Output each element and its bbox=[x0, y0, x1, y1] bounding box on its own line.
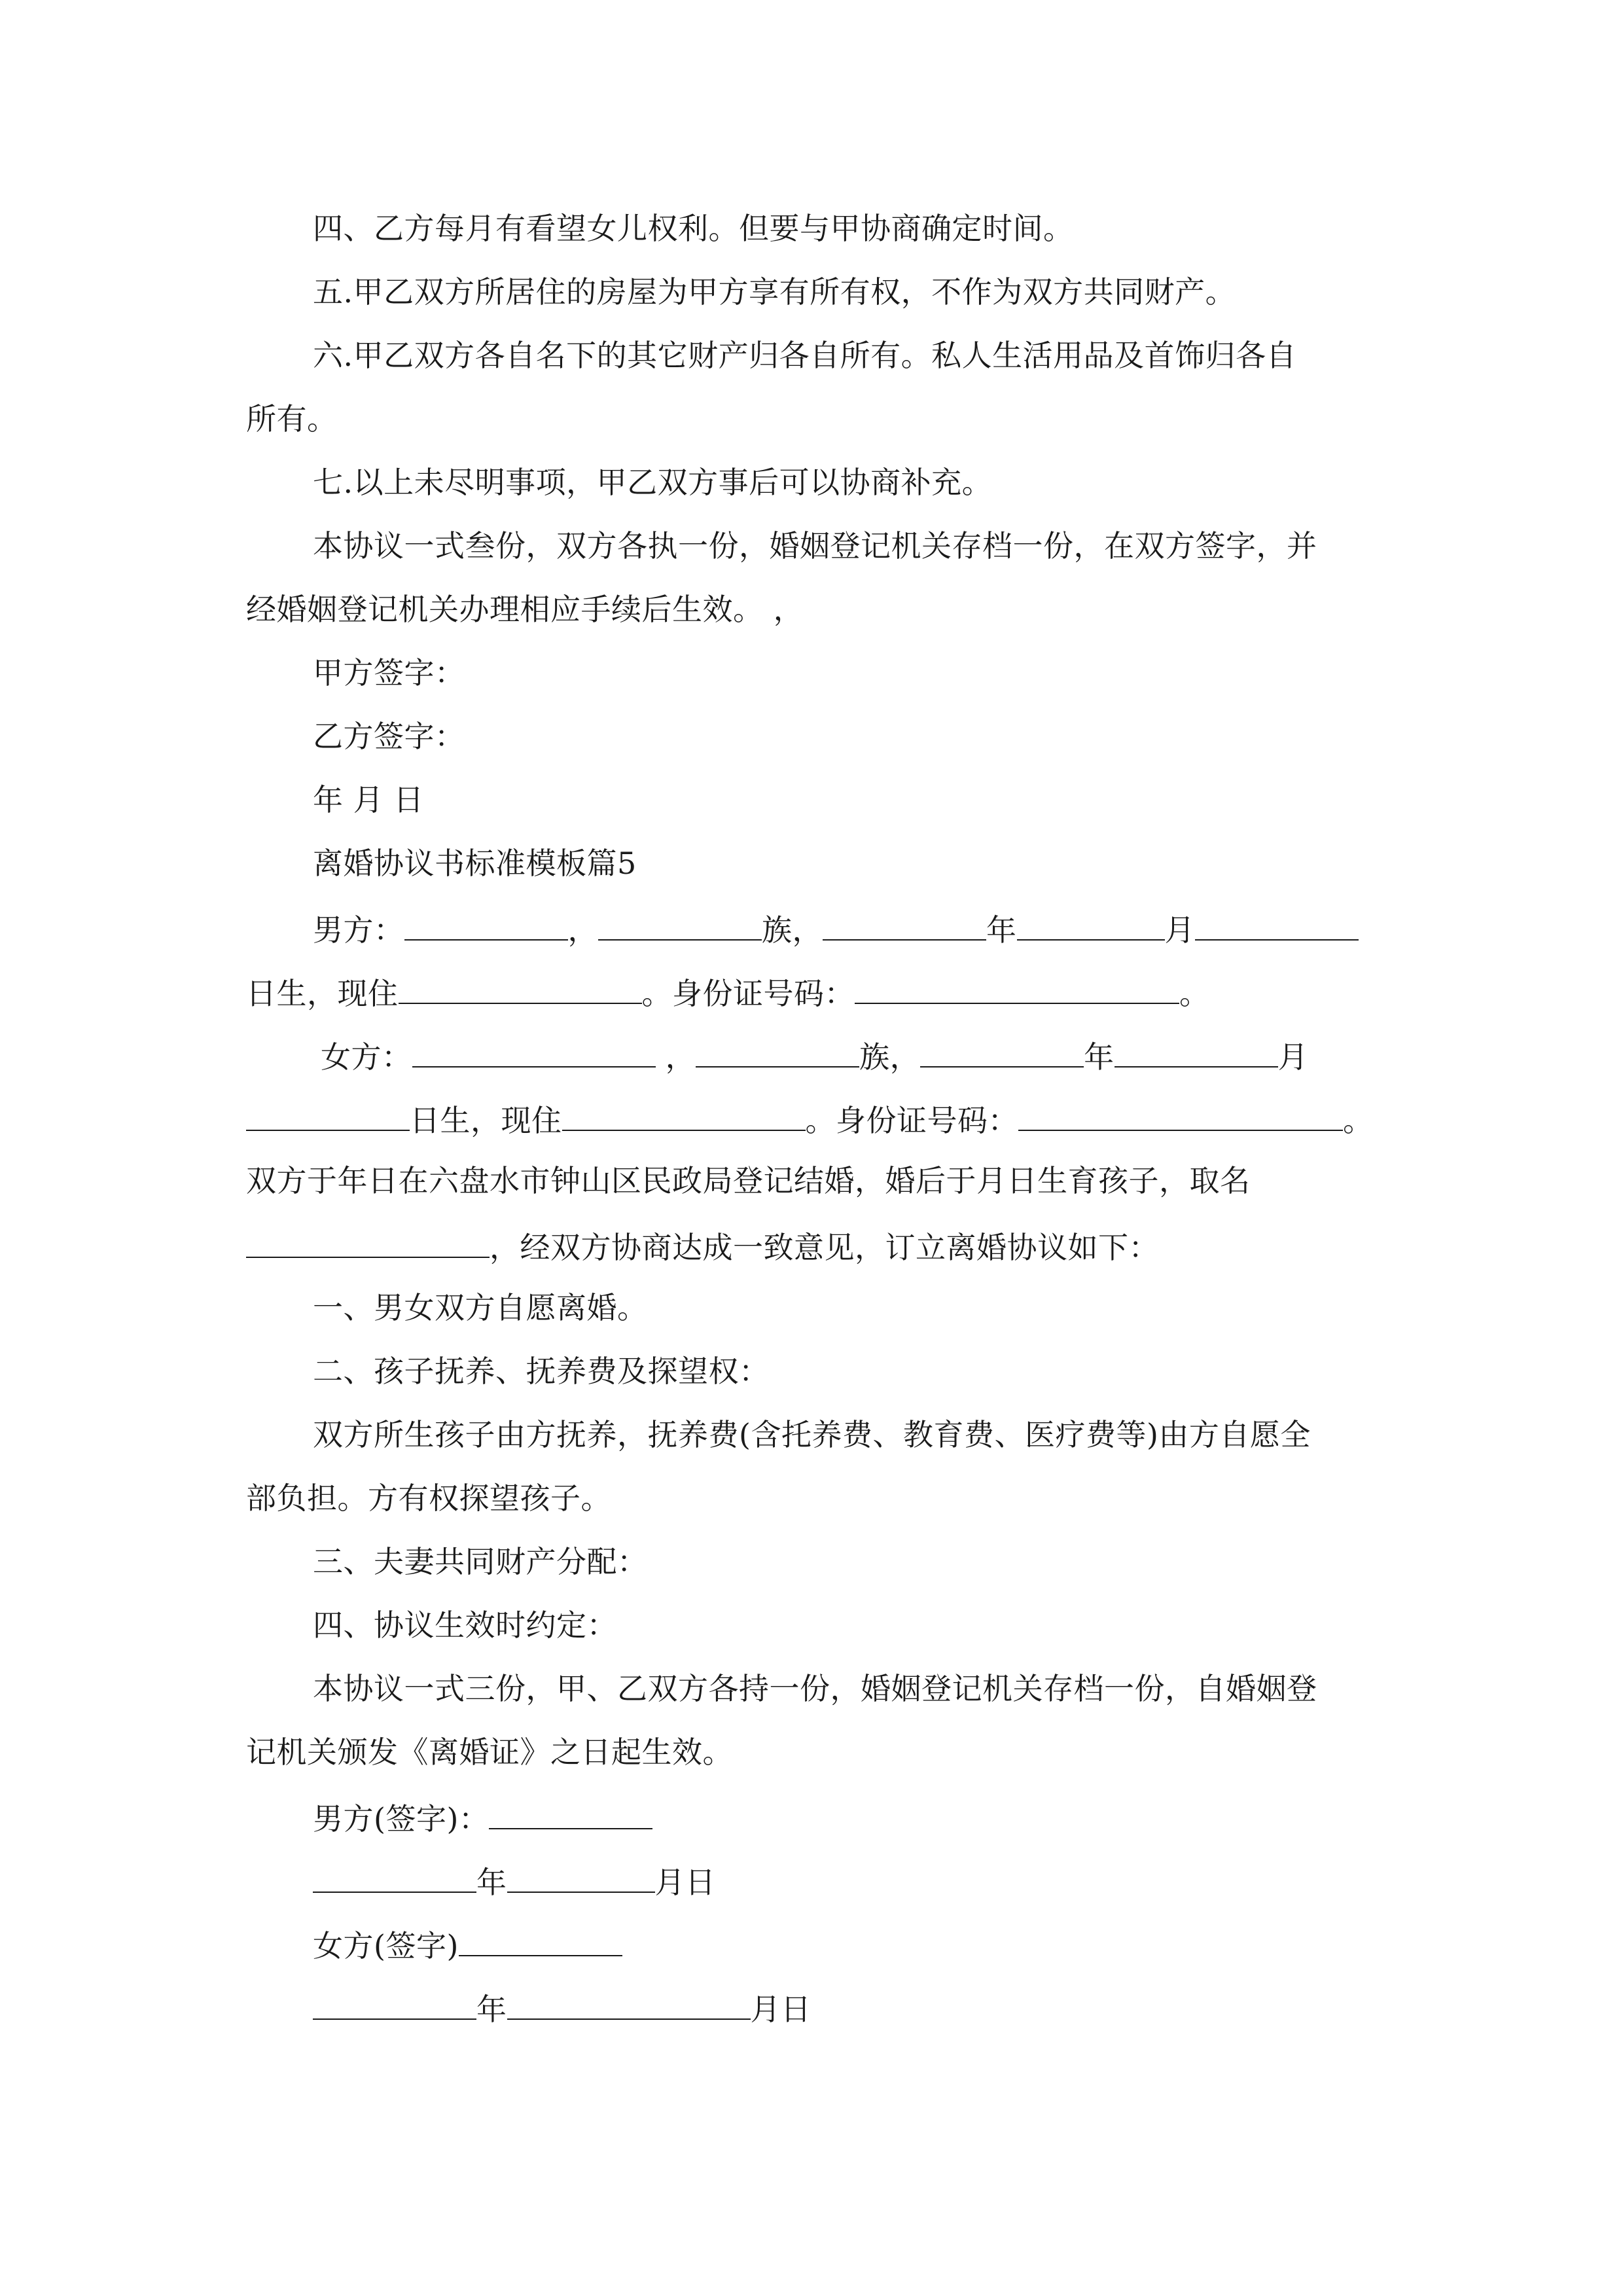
man-label: 男方： bbox=[313, 912, 404, 948]
clause-6-line-2: 所有。 bbox=[246, 401, 338, 437]
party-b-signature-label: 乙方签字： bbox=[313, 719, 465, 754]
party-a-signature-label: 甲方签字： bbox=[313, 655, 465, 691]
clause-4: 四、协议生效时约定： bbox=[313, 1607, 617, 1643]
woman-id-blank bbox=[1018, 1096, 1343, 1131]
man-birth-day-blank bbox=[1195, 905, 1359, 941]
man-signature-blank bbox=[489, 1794, 652, 1829]
clause-2: 二、孩子抚养、抚养费及探望权： bbox=[313, 1354, 770, 1389]
woman-name-blank bbox=[412, 1032, 656, 1067]
woman-ethnicity-blank bbox=[696, 1032, 859, 1067]
man-id-blank bbox=[855, 969, 1179, 1004]
woman-address-blank bbox=[562, 1096, 806, 1131]
woman-signature-label: 女方(签字) bbox=[313, 1928, 459, 1964]
man-birth-year-blank bbox=[823, 905, 986, 941]
marriage-line: 双方于年日在六盘水市钟山区民政局登记结婚，婚后于月日生育孩子，取名 bbox=[246, 1163, 1251, 1198]
woman-date-month-blank bbox=[507, 1984, 751, 2020]
clause-2-body-line-1: 双方所生孩子由方抚养，抚养费(含托养费、教育费、医疗费等)由方自愿全 bbox=[313, 1417, 1311, 1452]
man-date-month-blank bbox=[507, 1857, 655, 1893]
woman-date-line bbox=[313, 1984, 812, 2031]
man-signature-label: 男方(签字)： bbox=[313, 1801, 490, 1837]
month-label: 月 bbox=[1277, 1039, 1309, 1075]
period: 。 bbox=[1343, 1103, 1374, 1138]
ethnic-label: 族， bbox=[859, 1039, 921, 1075]
woman-birth-year-blank bbox=[920, 1032, 1084, 1067]
comma: ， bbox=[567, 912, 598, 948]
man-birth-month-blank bbox=[1017, 905, 1165, 941]
agreement-intro-line bbox=[246, 1223, 1159, 1269]
period: 。 bbox=[1179, 976, 1210, 1011]
year-label: 年 bbox=[476, 1992, 507, 2027]
man-ethnicity-blank bbox=[598, 905, 762, 941]
man-address-blank bbox=[399, 969, 642, 1004]
clause-2-body-line-2: 部负担。方有权探望孩子。 bbox=[246, 1480, 611, 1516]
man-name-blank bbox=[404, 905, 568, 941]
id-label: 。身份证号码： bbox=[805, 1103, 1018, 1138]
woman-birth-month-blank bbox=[1115, 1032, 1278, 1067]
copies-line-1: 本协议一式叁份，双方各执一份，婚姻登记机关存档一份，在双方签字，并 bbox=[313, 528, 1317, 564]
woman-info-line-2 bbox=[246, 1096, 1374, 1142]
copies-line-2: 经婚姻登记机关办理相应手续后生效。 ， bbox=[246, 592, 804, 627]
man-date-line bbox=[313, 1857, 716, 1904]
born-live-label: 日生，现住 bbox=[246, 976, 399, 1011]
year-label: 年 bbox=[1084, 1039, 1115, 1075]
year-label: 年 bbox=[986, 912, 1017, 948]
woman-birth-day-blank bbox=[246, 1096, 410, 1131]
man-signature-line bbox=[313, 1794, 652, 1840]
clause-5-house: 五.甲乙双方所居住的房屋为甲方享有所有权，不作为双方共同财产。 bbox=[313, 274, 1236, 310]
woman-signature-line bbox=[313, 1921, 622, 1967]
woman-signature-blank bbox=[459, 1921, 622, 1956]
woman-label: 女方： bbox=[321, 1039, 412, 1075]
born-live-label: 日生，现住 bbox=[410, 1103, 562, 1138]
clause-4-visitation: 四、乙方每月有看望女儿权利。但要与甲协商确定时间。 bbox=[313, 211, 1074, 246]
ethnic-label: 族， bbox=[762, 912, 823, 948]
woman-info-line-1 bbox=[321, 1032, 1308, 1079]
section-heading: 离婚协议书标准模板篇5 bbox=[313, 846, 637, 881]
man-info-line-1 bbox=[313, 905, 1359, 952]
agreement-intro-text: ，经双方协商达成一致意见，订立离婚协议如下： bbox=[490, 1230, 1159, 1265]
effect-line-2: 记机关颁发《离婚证》之日起生效。 bbox=[246, 1734, 733, 1770]
clause-1: 一、男女双方自愿离婚。 bbox=[313, 1290, 648, 1325]
month-day-label: 月日 bbox=[750, 1992, 812, 2027]
date-line: 年 月 日 bbox=[313, 782, 424, 817]
clause-3: 三、夫妻共同财产分配： bbox=[313, 1544, 648, 1579]
woman-date-year-blank bbox=[313, 1984, 476, 2020]
clause-6-line-1: 六.甲乙双方各自名下的其它财产归各自所有。私人生活用品及首饰归各自 bbox=[313, 338, 1297, 373]
man-info-line-2 bbox=[246, 969, 1210, 1015]
month-label: 月 bbox=[1164, 912, 1195, 948]
effect-line-1: 本协议一式三份，甲、乙双方各持一份，婚姻登记机关存档一份，自婚姻登 bbox=[313, 1671, 1317, 1706]
child-name-blank bbox=[246, 1223, 490, 1258]
month-day-label: 月日 bbox=[654, 1865, 716, 1900]
id-label: 。身份证号码： bbox=[641, 976, 855, 1011]
year-label: 年 bbox=[476, 1865, 507, 1900]
clause-7-supplement: 七.以上未尽明事项，甲乙双方事后可以协商补充。 bbox=[313, 465, 993, 500]
comma: ， bbox=[655, 1039, 696, 1075]
man-date-year-blank bbox=[313, 1857, 476, 1893]
